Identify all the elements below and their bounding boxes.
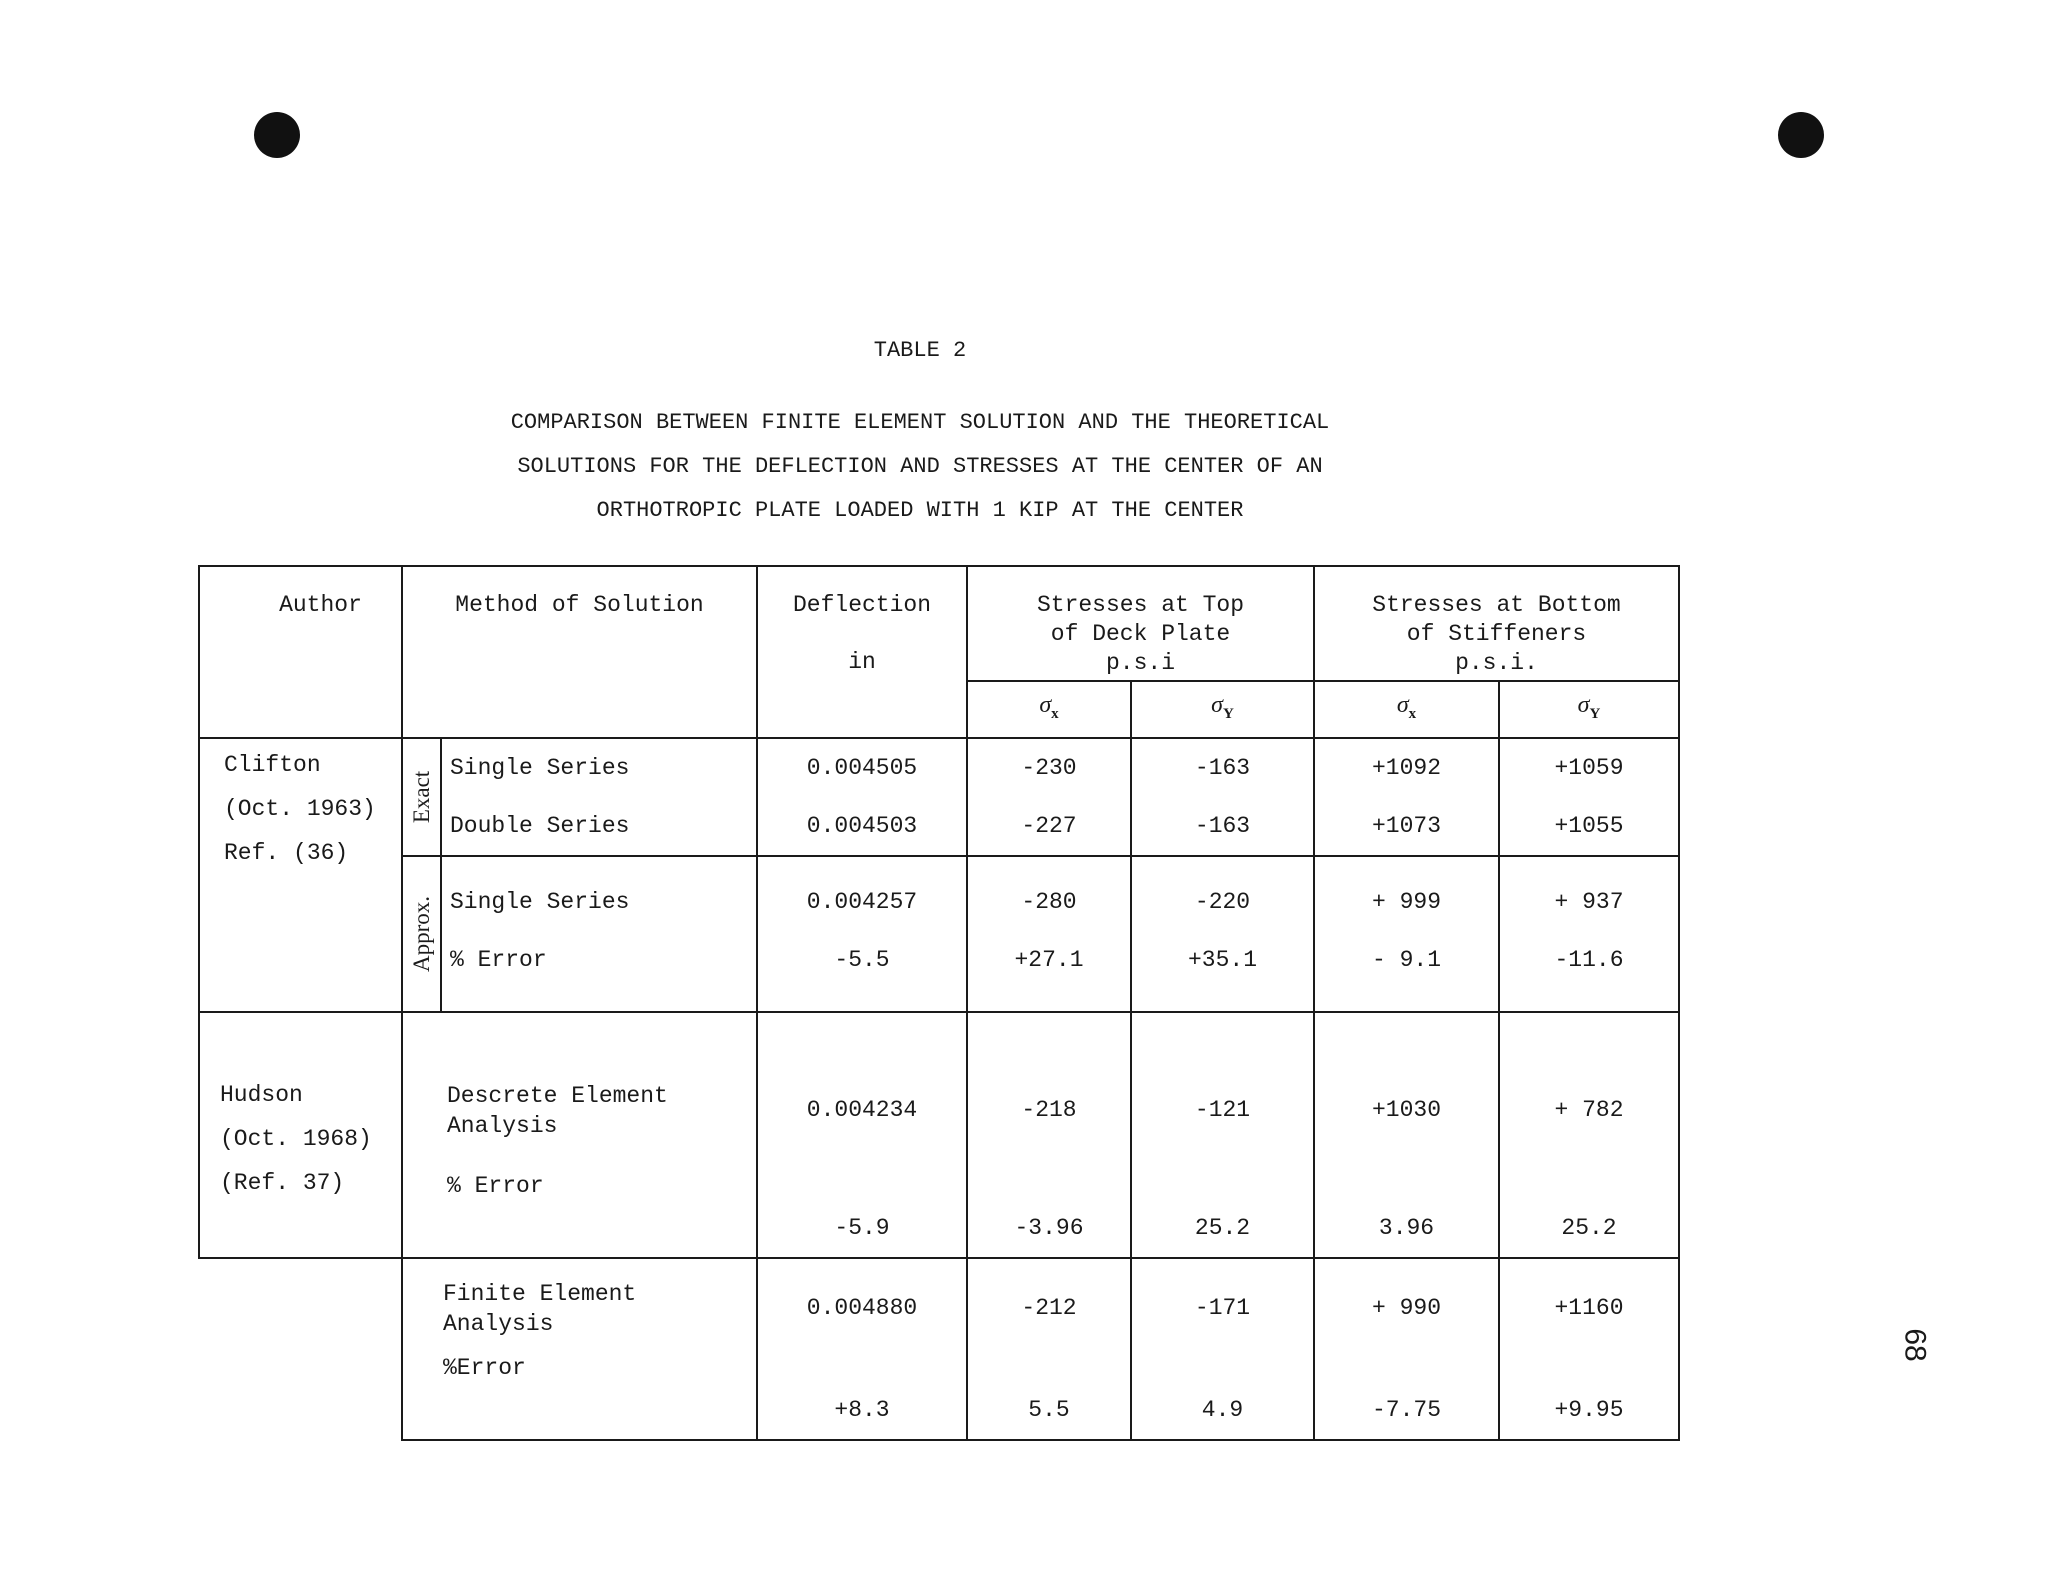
top-y-cell <box>1131 1012 1314 1258</box>
method-double-series: Double Series <box>450 812 630 839</box>
header-top-stresses-cell <box>967 566 1314 681</box>
sigma-x-bottom-cell <box>1314 681 1499 738</box>
value-cell: - 9.1 <box>1371 946 1441 973</box>
method-percent-error: % Error <box>450 946 547 973</box>
deflection-cell <box>757 1258 967 1440</box>
value-cell: +1059 <box>1554 754 1624 781</box>
top-x-cell <box>967 1258 1131 1440</box>
caption-line-1: COMPARISON BETWEEN FINITE ELEMENT SOLUTION AND THE THEORETICAL <box>510 410 1330 435</box>
sigma-x-symbol: σ <box>1039 692 1052 718</box>
value-cell: 0.004505 <box>806 754 918 781</box>
value-cell: -5.9 <box>834 1214 890 1241</box>
header-deflection-cell <box>757 566 967 738</box>
author-hudson-ref: (Ref. 37) <box>220 1169 345 1196</box>
bottom-y-cell <box>1499 856 1679 1012</box>
table-row <box>199 856 1679 1012</box>
exact-label-cell <box>402 738 441 856</box>
author-clifton-ref: Ref. (36) <box>224 839 349 866</box>
bottom-x-cell <box>1314 1012 1499 1258</box>
caption-line-2: SOLUTIONS FOR THE DEFLECTION AND STRESSES AT THE CENTER OF AN <box>517 454 1323 479</box>
author-hudson-date: (Oct. 1968) <box>220 1125 372 1152</box>
header-deflection: Deflection <box>792 592 932 618</box>
sigma-x-symbol: σ <box>1396 692 1409 718</box>
value-cell: -171 <box>1194 1294 1251 1321</box>
deflection-cell <box>757 1012 967 1258</box>
table-row <box>199 1012 1679 1258</box>
header-top-line-1: Stresses at Top <box>1036 592 1245 618</box>
header-top-line-3: p.s.i <box>1105 650 1175 676</box>
sigma-x-top-cell <box>967 681 1131 738</box>
header-bottom-stresses-cell <box>1314 566 1679 681</box>
top-y-cell <box>1131 1258 1314 1440</box>
punch-hole-right <box>1778 112 1824 158</box>
value-cell: +1073 <box>1371 812 1441 839</box>
value-cell: 5.5 <box>1028 1396 1070 1423</box>
header-author-cell <box>199 566 402 738</box>
top-x-cell <box>967 856 1131 1012</box>
value-cell: 4.9 <box>1201 1396 1244 1423</box>
method-finite-line-2: Analysis <box>443 1310 554 1337</box>
method-cell <box>441 738 757 856</box>
value-cell: -163 <box>1194 754 1251 781</box>
author-clifton-date: (Oct. 1963) <box>224 795 376 822</box>
bottom-y-cell <box>1499 738 1679 856</box>
value-cell: +9.95 <box>1554 1396 1624 1423</box>
method-single-series: Single Series <box>450 888 630 915</box>
approx-label: Approx. <box>408 895 434 972</box>
approx-label-cell <box>402 856 441 1012</box>
sigma-x-subscript: x <box>1408 705 1417 722</box>
value-cell: -280 <box>1021 888 1077 915</box>
sigma-y-bottom-cell <box>1499 681 1679 738</box>
value-cell: -7.75 <box>1371 1396 1441 1423</box>
sigma-x-subscript: x <box>1051 705 1059 722</box>
value-cell: +1030 <box>1371 1096 1441 1123</box>
value-cell: -230 <box>1021 754 1077 781</box>
top-y-cell <box>1131 856 1314 1012</box>
value-cell: -227 <box>1021 812 1077 839</box>
value-cell: 0.004880 <box>806 1294 918 1321</box>
author-clifton-cell <box>199 738 402 1012</box>
value-cell: -212 <box>1021 1294 1077 1321</box>
top-y-cell <box>1131 738 1314 856</box>
sigma-y-top-cell <box>1131 681 1314 738</box>
deflection-cell <box>757 738 967 856</box>
value-cell: + 782 <box>1554 1096 1624 1123</box>
value-cell: 0.004503 <box>806 812 918 839</box>
header-method: Method of Solution <box>455 592 704 618</box>
top-x-cell <box>967 738 1131 856</box>
value-cell: +1092 <box>1371 754 1441 781</box>
bottom-x-cell <box>1314 856 1499 1012</box>
method-percent-error: % Error <box>447 1172 544 1199</box>
method-percent-error: %Error <box>443 1354 526 1381</box>
bottom-x-cell <box>1314 1258 1499 1440</box>
value-cell: +1160 <box>1554 1294 1624 1321</box>
method-single-series: Single Series <box>450 754 630 781</box>
value-cell: -5.5 <box>834 946 890 973</box>
header-bottom-line-2: of Stiffeners <box>1406 621 1587 647</box>
header-top-line-2: of Deck Plate <box>1050 621 1231 647</box>
value-cell: 25.2 <box>1561 1214 1617 1241</box>
header-author: Author <box>279 592 362 618</box>
value-cell: +35.1 <box>1187 946 1257 973</box>
table-row <box>199 1258 1679 1440</box>
value-cell: 25.2 <box>1194 1214 1251 1241</box>
author-hudson-name: Hudson <box>220 1081 303 1108</box>
value-cell: -220 <box>1194 888 1251 915</box>
value-cell: -121 <box>1194 1096 1251 1123</box>
caption-line-3: ORTHOTROPIC PLATE LOADED WITH 1 KIP AT THE CENTER <box>596 498 1244 523</box>
header-method-cell <box>402 566 757 738</box>
method-cell <box>402 1012 757 1258</box>
value-cell: -11.6 <box>1554 946 1624 973</box>
value-cell: + 999 <box>1371 888 1441 915</box>
author-blank-cell <box>199 1258 402 1440</box>
exact-label: Exact <box>408 770 434 823</box>
method-finite-line-1: Finite Element <box>443 1280 637 1307</box>
value-cell: + 990 <box>1371 1294 1441 1321</box>
value-cell: 0.004257 <box>806 888 918 915</box>
author-hudson-cell <box>199 1012 402 1258</box>
table-row <box>199 738 1679 856</box>
punch-hole-left <box>254 112 300 158</box>
comparison-table <box>198 565 1680 1441</box>
table-title: TABLE 2 <box>873 338 967 363</box>
value-cell: +1055 <box>1554 812 1624 839</box>
value-cell: + 937 <box>1554 888 1624 915</box>
bottom-x-cell <box>1314 738 1499 856</box>
sigma-y-subscript: Y <box>1589 705 1601 722</box>
header-bottom-line-1: Stresses at Bottom <box>1372 592 1621 618</box>
header-bottom-line-3: p.s.i. <box>1455 650 1538 676</box>
value-cell: +27.1 <box>1014 946 1084 973</box>
bottom-y-cell <box>1499 1258 1679 1440</box>
deflection-cell <box>757 856 967 1012</box>
method-cell <box>441 856 757 1012</box>
value-cell: -3.96 <box>1014 1214 1084 1241</box>
method-cell <box>402 1258 757 1440</box>
value-cell: +8.3 <box>834 1396 890 1423</box>
bottom-y-cell <box>1499 1012 1679 1258</box>
method-descrete-line-2: Analysis <box>447 1112 558 1139</box>
sigma-y-symbol: σ <box>1211 692 1223 718</box>
method-descrete-line-1: Descrete Element <box>447 1082 668 1109</box>
sigma-y-subscript: Y <box>1223 705 1234 722</box>
top-x-cell <box>967 1012 1131 1258</box>
value-cell: 3.96 <box>1378 1214 1435 1241</box>
value-cell: 0.004234 <box>806 1096 918 1123</box>
value-cell: -218 <box>1021 1096 1077 1123</box>
author-clifton-name: Clifton <box>224 751 321 778</box>
page-number: 68 <box>1898 1328 1932 1362</box>
header-deflection-unit: in <box>848 649 876 675</box>
value-cell: -163 <box>1194 812 1251 839</box>
sigma-y-symbol: σ <box>1577 692 1590 718</box>
